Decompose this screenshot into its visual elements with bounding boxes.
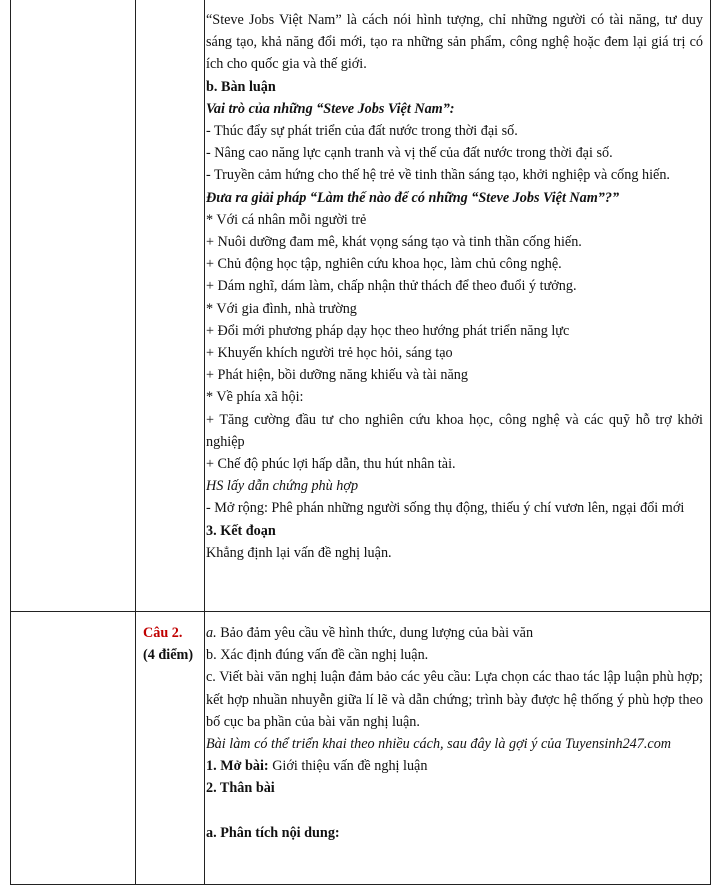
- vai-tro-item: - Thúc đẩy sự phát triển của đất nước trong thời đại số.: [206, 123, 518, 140]
- item-b: b. Xác định đúng vấn đề cần nghị luận.: [206, 647, 429, 664]
- answer-table: [10, 0, 711, 885]
- item-a: a. Bảo đảm yêu cầu về hình thức, dung lượng của bài văn: [206, 625, 534, 641]
- mo-bai-line: [206, 755, 703, 777]
- xa-hoi-item: + Tăng cường đầu tư cho nghiên cứu khoa học, công nghệ và các quỹ hỗ trợ khởi nghiệp: [206, 411, 703, 450]
- mo-rong-text: - Mở rộng: Phê phán những người sống thụ động, thiếu ý chí vươn lên, ngại đổi mới: [206, 500, 685, 517]
- than-bai-heading: 2. Thân bài: [206, 780, 275, 797]
- goi-y-note: Bài làm có thể triển khai theo nhiều cách, sau đây là gợi ý của Tuyensinh247.com: [206, 736, 672, 753]
- ban-luan-heading: b. Bàn luận: [206, 78, 276, 95]
- row2-content: [206, 622, 703, 844]
- column-divider-1: [135, 0, 136, 884]
- giai-phap-heading: Đưa ra giải pháp “Làm thế nào để có những “Steve Jobs Việt Nam”?”: [206, 189, 620, 206]
- ca-nhan-item: + Nuôi dưỡng đam mê, khát vọng sáng tạo và tinh thần cống hiến.: [206, 234, 582, 251]
- vai-tro-item: - Nâng cao năng lực cạnh tranh và vị thế của đất nước trong thời đại số.: [206, 145, 613, 162]
- dan-chung-note: HS lấy dẫn chứng phù hợp: [206, 478, 359, 495]
- mo-bai-label: 1. Mở bài:: [206, 758, 269, 775]
- diem-label: (4 điểm): [143, 647, 194, 663]
- column-divider-2: [204, 0, 205, 884]
- row-divider: [11, 611, 710, 612]
- item-a-text: Bảo đảm yêu cầu về hình thức, dung lượng của bài văn: [216, 625, 534, 641]
- ca-nhan-item: + Chủ động học tập, nghiên cứu khoa học, làm chủ công nghệ.: [206, 256, 562, 273]
- intro-paragraph: “Steve Jobs Việt Nam” là cách nói hình tượng, chỉ những người có tài năng, tư duy sáng tạo, khả năng đổi mới, tạo ra những sản phẩm, công nghệ hoặc đem lại giá trị có ích cho quốc gia và thế giới.: [206, 12, 703, 73]
- gia-dinh-item: + Phát hiện, bồi dưỡng năng khiếu và tài năng: [206, 367, 468, 384]
- cau-label: Câu 2.: [143, 625, 183, 641]
- vai-tro-item: - Truyền cảm hứng cho thế hệ trẻ về tinh thần sáng tạo, khởi nghiệp và cống hiến.: [206, 167, 670, 184]
- phan-tich-heading: a. Phân tích nội dung:: [206, 824, 340, 841]
- ket-doan-text: Khẳng định lại vấn đề nghị luận.: [206, 544, 392, 561]
- mo-bai-text: Giới thiệu vấn đề nghị luận: [268, 758, 428, 775]
- row1-content: [206, 9, 703, 564]
- vai-tro-heading: Vai trò của những “Steve Jobs Việt Nam”:: [206, 100, 455, 117]
- xa-hoi-item: + Chế độ phúc lợi hấp dẫn, thu hút nhân tài.: [206, 456, 456, 473]
- gia-dinh-heading: * Với gia đình, nhà trường: [206, 300, 357, 317]
- gia-dinh-item: + Khuyến khích người trẻ học hỏi, sáng tạo: [206, 345, 453, 362]
- item-c: c. Viết bài văn nghị luận đảm bảo các yêu cầu: Lựa chọn các thao tác lập luận phù hợp; kết hợp nhuần nhuyễn giữa lí lẽ và dẫn chứng; trình bày được hệ thống ý phù hợp theo bố cục ba phần của bài văn nghị luận.: [206, 669, 703, 730]
- question-label: [143, 622, 209, 666]
- ca-nhan-heading: * Với cá nhân mỗi người trẻ: [206, 211, 367, 228]
- ket-doan-heading: 3. Kết đoạn: [206, 522, 276, 539]
- ca-nhan-item: + Dám nghĩ, dám làm, chấp nhận thử thách để theo đuổi ý tưởng.: [206, 278, 577, 295]
- blank-line: [206, 800, 703, 822]
- gia-dinh-item: + Đổi mới phương pháp dạy học theo hướng phát triển năng lực: [206, 322, 570, 339]
- xa-hoi-heading: * Về phía xã hội:: [206, 389, 304, 406]
